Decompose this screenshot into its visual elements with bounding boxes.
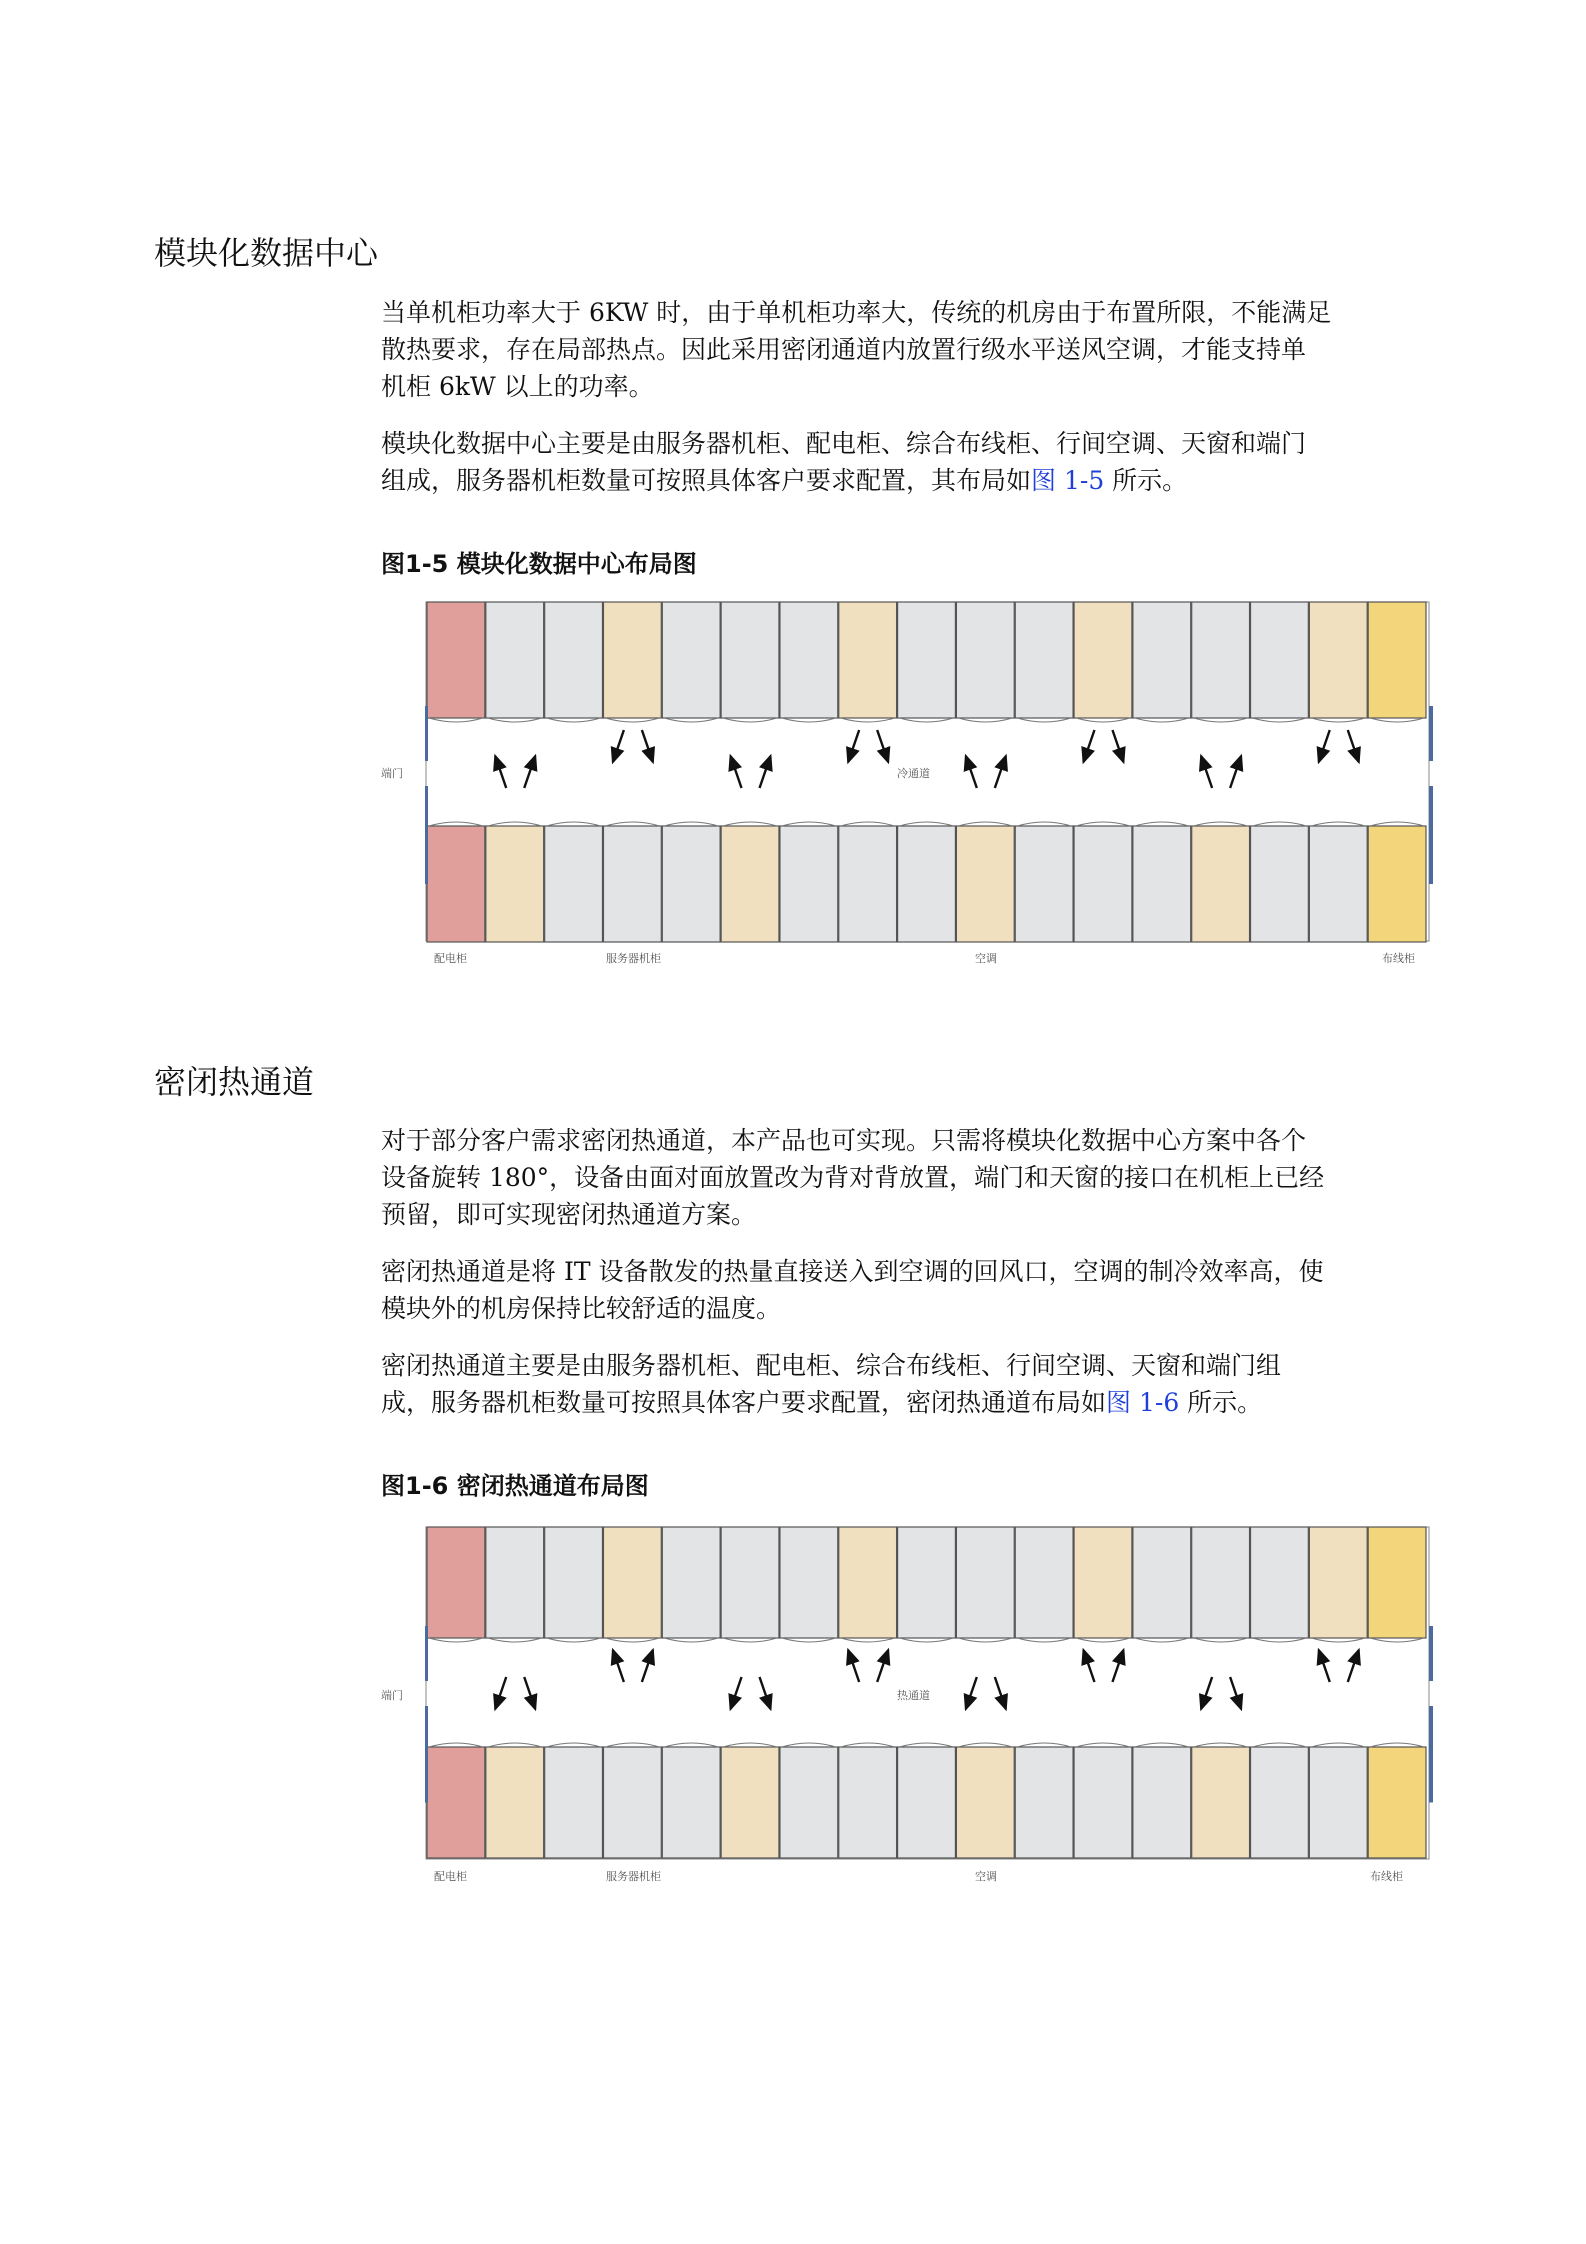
cabinet-server <box>780 602 838 718</box>
modular-dc-layout-diagram <box>370 600 1460 980</box>
cabinet-server <box>1015 602 1073 718</box>
cabinet-ac <box>839 1527 897 1638</box>
cabinet-server <box>662 602 720 718</box>
legend-label: 配电柜 <box>434 1870 467 1883</box>
cabinet-server <box>486 602 544 718</box>
paragraph-line <box>381 1122 1451 1159</box>
cabinet-server <box>662 1527 720 1638</box>
paragraph-line <box>381 1347 1451 1384</box>
airflow-arrow <box>1083 730 1094 762</box>
hot-aisle-layout-diagram <box>370 1525 1460 1895</box>
cabinet-server <box>662 1747 720 1858</box>
paragraph <box>381 425 1451 499</box>
legend-label: 配电柜 <box>434 952 467 965</box>
airflow-arrow <box>1201 1677 1212 1709</box>
paragraph-line <box>381 1159 1451 1196</box>
airflow-arrow <box>1112 1650 1123 1682</box>
layout-svg <box>425 1525 1435 1863</box>
airflow-arrow <box>1112 730 1123 762</box>
airflow-arrow <box>731 1677 742 1709</box>
cabinet-server <box>898 826 956 942</box>
paragraph-line <box>381 462 1451 499</box>
cabinet-server <box>603 1747 661 1858</box>
cabinet-server <box>1133 1527 1191 1638</box>
cabinet-ac <box>956 1747 1014 1858</box>
cabinet-ac <box>956 826 1014 942</box>
paragraph <box>381 1253 1451 1327</box>
cabinet-power <box>427 602 485 718</box>
cabinet-ac <box>1074 1527 1132 1638</box>
aisle-label: 冷通道 <box>897 767 930 780</box>
cabinet-server <box>721 1527 779 1638</box>
cabinet-server <box>1074 826 1132 942</box>
airflow-arrow <box>613 730 624 762</box>
line-text: 密闭热通道是将 IT 设备散发的热量直接送入到空调的回风口，空调的制冷效率高，使 <box>381 1257 1324 1286</box>
cabinet-server <box>956 602 1014 718</box>
cabinet-server <box>1251 1527 1309 1638</box>
paragraph-line <box>381 368 1451 405</box>
figure-caption: 图1-5 模块化数据中心布局图 <box>381 550 697 578</box>
cabinet-cabling <box>1368 1527 1426 1638</box>
cabinet-server <box>721 602 779 718</box>
section-heading-hot-aisle: 密闭热通道 <box>154 1063 315 1101</box>
cabinet-server <box>956 1527 1014 1638</box>
line-text: 当单机柜功率大于 6KW 时，由于单机柜功率大，传统的机房由于布置所限，不能满足 <box>381 298 1332 327</box>
paragraph-line <box>381 1290 1451 1327</box>
paragraph <box>381 294 1451 405</box>
cabinet-server <box>1133 1747 1191 1858</box>
cabinet-server <box>1251 602 1309 718</box>
airflow-arrow <box>642 730 653 762</box>
cabinet-cabling <box>1368 602 1426 718</box>
cabinet-ac <box>1192 1747 1250 1858</box>
airflow-arrow <box>613 1650 624 1682</box>
legend-label: 空调 <box>975 1870 997 1883</box>
cabinet-ac <box>603 1527 661 1638</box>
line-text: 组成，服务器机柜数量可按照具体客户要求配置，其布局如 <box>381 466 1032 495</box>
cabinet-server <box>1192 602 1250 718</box>
cabinet-server <box>839 1747 897 1858</box>
line-text: 所示。 <box>1179 1388 1263 1417</box>
cabinet-cabling <box>1368 826 1426 942</box>
line-text: 机柜 6kW 以上的功率。 <box>381 372 654 401</box>
cabinet-server <box>545 1527 603 1638</box>
legend-label: 布线柜 <box>1370 1870 1403 1883</box>
cabinet-server <box>1015 1527 1073 1638</box>
cabinet-server <box>545 1747 603 1858</box>
cabinet-server <box>1192 1527 1250 1638</box>
airflow-arrow <box>1319 1650 1330 1682</box>
cabinet-server <box>486 1527 544 1638</box>
line-text: 对于部分客户需求密闭热通道，本产品也可实现。只需将模块化数据中心方案中各个 <box>381 1126 1307 1155</box>
line-text: 所示。 <box>1104 466 1188 495</box>
line-text: 预留，即可实现密闭热通道方案。 <box>381 1200 757 1229</box>
legend-label: 空调 <box>975 952 997 965</box>
cabinet-server <box>1015 1747 1073 1858</box>
figure-link[interactable]: 图 1-5 <box>1031 466 1105 495</box>
cabinet-power <box>427 1527 485 1638</box>
paragraph-line <box>381 425 1451 462</box>
airflow-arrow <box>1230 756 1241 788</box>
cabinet-server <box>780 1527 838 1638</box>
airflow-arrow <box>495 1677 506 1709</box>
cabinet-ac <box>1309 602 1367 718</box>
cabinet-server <box>1015 826 1073 942</box>
airflow-arrow <box>995 1677 1006 1709</box>
airflow-arrow <box>966 756 977 788</box>
layout-svg <box>425 600 1435 945</box>
cabinet-ac <box>1309 1527 1367 1638</box>
cabinet-server <box>545 826 603 942</box>
airflow-arrow <box>995 756 1006 788</box>
airflow-arrow <box>1230 1677 1241 1709</box>
airflow-arrow <box>1348 1650 1359 1682</box>
airflow-arrow <box>524 756 535 788</box>
airflow-arrow <box>524 1677 535 1709</box>
paragraph-line <box>381 331 1451 368</box>
cabinet-server <box>1133 602 1191 718</box>
cabinet-server <box>662 826 720 942</box>
cabinet-cabling <box>1368 1747 1426 1858</box>
paragraph-line <box>381 1384 1451 1421</box>
cabinet-server <box>1074 1747 1132 1858</box>
cabinet-server <box>898 602 956 718</box>
cabinet-server <box>780 1747 838 1858</box>
cabinet-server <box>545 602 603 718</box>
airflow-arrow <box>848 1650 859 1682</box>
line-text: 散热要求，存在局部热点。因此采用密闭通道内放置行级水平送风空调，才能支持单 <box>381 335 1307 364</box>
cabinet-server <box>1309 1747 1367 1858</box>
airflow-arrow <box>877 1650 888 1682</box>
cabinet-ac <box>721 826 779 942</box>
door-label: 端门 <box>381 767 403 780</box>
cabinet-ac <box>839 602 897 718</box>
airflow-arrow <box>760 756 771 788</box>
cabinet-server <box>1133 826 1191 942</box>
door-label: 端门 <box>381 1689 403 1702</box>
airflow-arrow <box>760 1677 771 1709</box>
airflow-arrow <box>1348 730 1359 762</box>
paragraph-line <box>381 294 1451 331</box>
airflow-arrow <box>1319 730 1330 762</box>
cabinet-power <box>427 826 485 942</box>
cabinet-ac <box>486 1747 544 1858</box>
paragraph-line <box>381 1196 1451 1233</box>
figure-link[interactable]: 图 1-6 <box>1106 1388 1180 1417</box>
airflow-arrow <box>1083 1650 1094 1682</box>
cabinet-server <box>780 826 838 942</box>
cabinet-ac <box>1192 826 1250 942</box>
airflow-arrow <box>1201 756 1212 788</box>
legend-label: 布线柜 <box>1382 952 1415 965</box>
airflow-arrow <box>966 1677 977 1709</box>
legend-label: 服务器机柜 <box>606 1870 661 1883</box>
cabinet-server <box>1309 826 1367 942</box>
cabinet-server <box>839 826 897 942</box>
cabinet-server <box>1251 826 1309 942</box>
line-text: 设备旋转 180°，设备由面对面放置改为背对背放置，端门和天窗的接口在机柜上已经 <box>381 1163 1325 1192</box>
cabinet-server <box>1251 1747 1309 1858</box>
legend-label: 服务器机柜 <box>606 952 661 965</box>
cabinet-ac <box>1074 602 1132 718</box>
line-text: 模块化数据中心主要是由服务器机柜、配电柜、综合布线柜、行间空调、天窗和端门 <box>381 429 1307 458</box>
aisle-label: 热通道 <box>897 1689 930 1702</box>
line-text: 成，服务器机柜数量可按照具体客户要求配置，密闭热通道布局如 <box>381 1388 1107 1417</box>
airflow-arrow <box>642 1650 653 1682</box>
airflow-arrow <box>731 756 742 788</box>
line-text: 模块外的机房保持比较舒适的温度。 <box>381 1294 782 1323</box>
airflow-arrow <box>848 730 859 762</box>
airflow-arrow <box>877 730 888 762</box>
cabinet-ac <box>721 1747 779 1858</box>
cabinet-server <box>898 1747 956 1858</box>
cabinet-power <box>427 1747 485 1858</box>
cabinet-server <box>603 826 661 942</box>
paragraph-line <box>381 1253 1451 1290</box>
figure-caption: 图1-6 密闭热通道布局图 <box>381 1472 649 1500</box>
section-heading-modular-dc: 模块化数据中心 <box>154 234 379 272</box>
airflow-arrow <box>495 756 506 788</box>
cabinet-ac <box>603 602 661 718</box>
paragraph <box>381 1122 1451 1233</box>
paragraph <box>381 1347 1451 1421</box>
cabinet-ac <box>486 826 544 942</box>
line-text: 密闭热通道主要是由服务器机柜、配电柜、综合布线柜、行间空调、天窗和端门组 <box>381 1351 1282 1380</box>
cabinet-server <box>898 1527 956 1638</box>
